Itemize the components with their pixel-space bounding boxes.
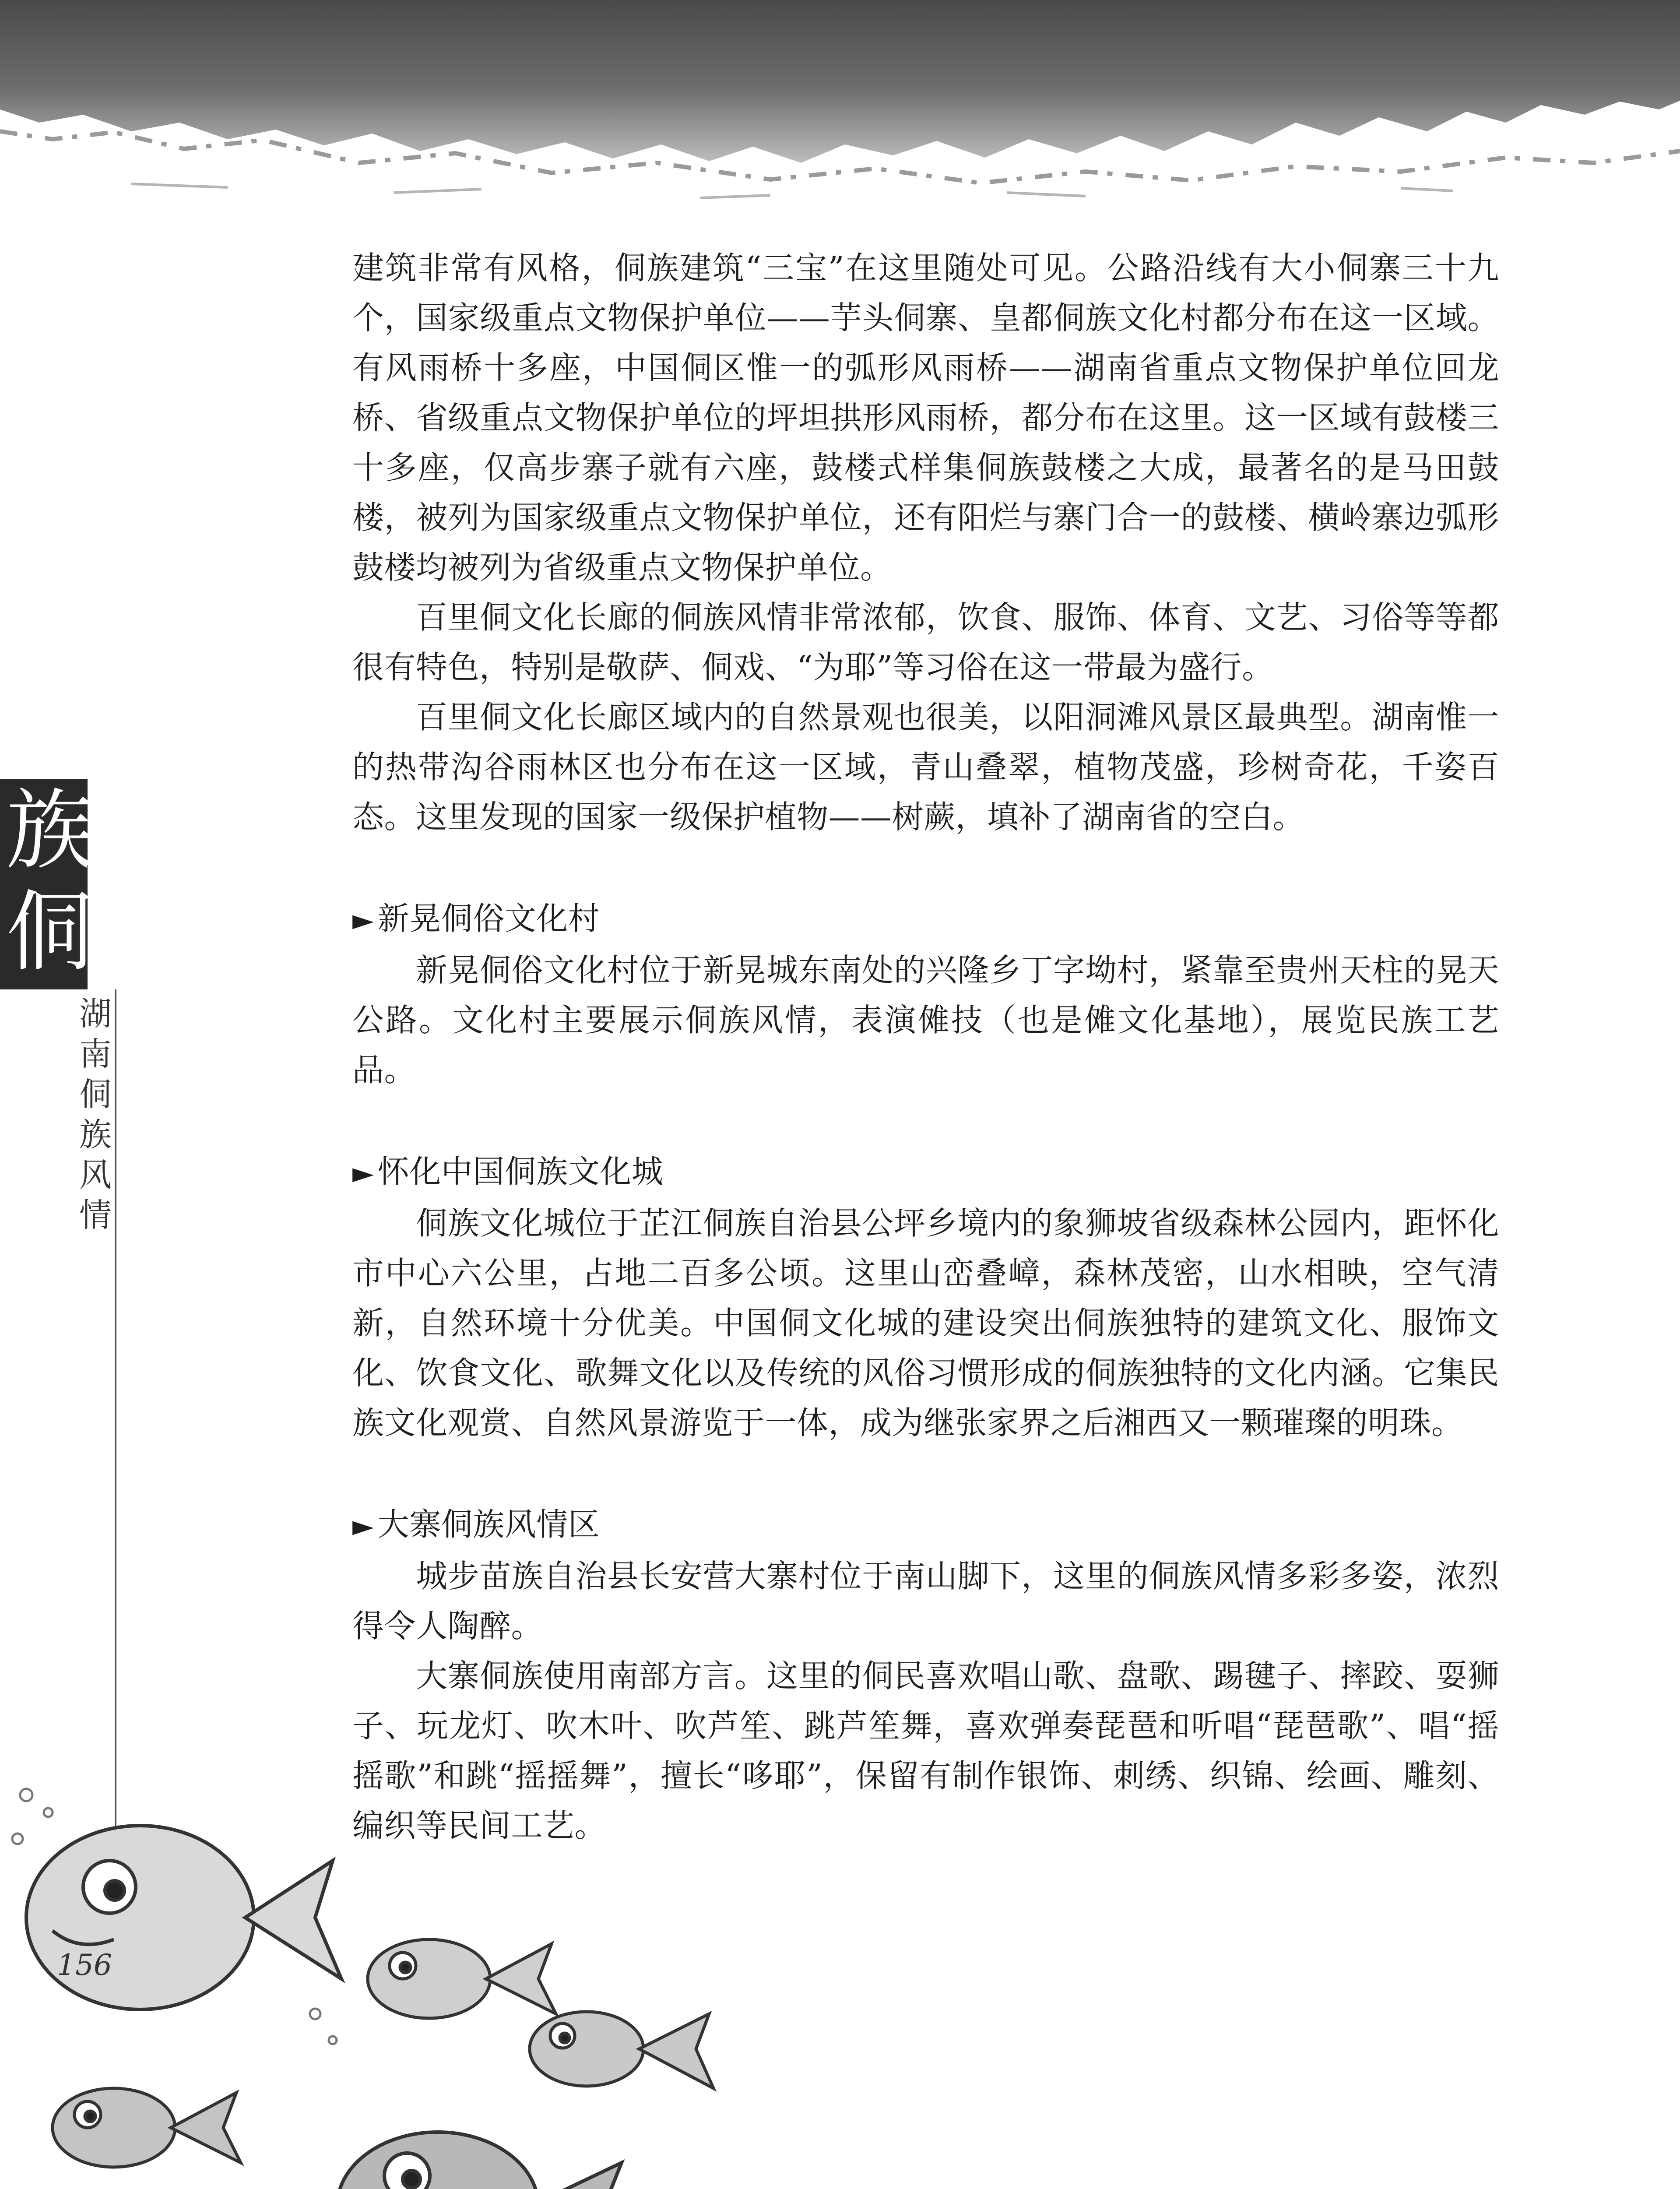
body-paragraph: 百里侗文化长廊区域内的自然景观也很美，以阳洞滩风景区最典型。湖南惟一的热带沟谷雨林区也分布在这一区域，青山叠翠，植物茂盛，珍树奇花，千姿百态。这里发现的国家一级保护植物——树蕨，填补了湖南省的空白。	[352, 699, 1499, 835]
triangle-bullet-icon: ►	[352, 1510, 374, 1542]
side-subtitle	[78, 994, 113, 1235]
section-heading-text: 大寨侗族风情区	[377, 1506, 600, 1543]
side-subtitle-char: 风	[79, 1156, 112, 1194]
fish-small-mid	[530, 2012, 713, 2088]
side-subtitle-char: 族	[79, 1116, 112, 1154]
section-paragraph: 新晃侗俗文化村位于新晃城东南处的兴隆乡丁字坳村，紧靠至贵州天柱的晃天公路。文化村主要展示侗族风情，表演傩技（也是傩文化基地），展览民族工艺品。	[352, 952, 1499, 1088]
triangle-bullet-icon: ►	[352, 904, 374, 936]
side-title-char-2: 侗	[6, 881, 94, 983]
side-title-char-1: 族	[6, 780, 94, 882]
fish-illustration	[0, 1786, 744, 2189]
side-subtitle-char: 南	[79, 1035, 112, 1073]
page-body	[352, 243, 1499, 1851]
section-heading-text: 怀化中国侗族文化城	[377, 1153, 664, 1190]
section-heading	[352, 894, 1499, 945]
side-subtitle-char: 侗	[79, 1076, 112, 1113]
page-number: 156	[57, 1948, 112, 1982]
fish-large-bottom	[337, 2132, 626, 2189]
side-subtitle-char: 情	[79, 1197, 112, 1234]
triangle-bullet-icon: ►	[352, 1157, 374, 1190]
fish-large-left	[26, 1826, 341, 2010]
fish-small-bottom-left	[53, 2088, 241, 2167]
section-paragraph: 城步苗族自治县长安营大寨村位于南山脚下，这里的侗族风情多彩多姿，浓烈得令人陶醉。	[352, 1558, 1499, 1644]
side-title-box	[0, 779, 94, 989]
ink-wash-header	[0, 0, 1680, 206]
fish-small-top	[368, 1939, 556, 2018]
body-paragraph: 建筑非常有风格，侗族建筑“三宝”在这里随处可见。公路沿线有大小侗寨三十九个，国家级重点文物保护单位——芋头侗寨、皇都侗族文化村都分布在这一区域。有风雨桥十多座，中国侗区惟一的弧形风雨桥——湖南省重点文物保护单位回龙桥、省级重点文物保护单位的坪坦拱形风雨桥，都分布在这里。这一区域有鼓楼三十多座，仅高步寨子就有六座，鼓楼式样集侗族鼓楼之大成，最著名的是马田鼓楼，被列为国家级重点文物保护单位，还有阳烂与寨门合一的鼓楼、横岭寨边弧形鼓楼均被列为省级重点文物保护单位。	[352, 250, 1499, 586]
section-paragraph: 大寨侗族使用南部方言。这里的侗民喜欢唱山歌、盘歌、踢毽子、摔跤、耍狮子、玩龙灯、吹木叶、吹芦笙、跳芦笙舞，喜欢弹奏琵琶和听唱“琵琶歌”、唱“摇摇歌”和跳“摇摇舞”，擅长“哆耶”，保留有制作银饰、刺绣、织锦、绘画、雕刻、编织等民间工艺。	[352, 1658, 1499, 1844]
side-subtitle-char: 湖	[79, 995, 112, 1033]
body-paragraph: 百里侗文化长廊的侗族风情非常浓郁，饮食、服饰、体育、文艺、习俗等等都很有特色，特别是敬萨、侗戏、“为耶”等习俗在这一带最为盛行。	[352, 599, 1499, 686]
section-heading-text: 新晃侗俗文化村	[377, 900, 600, 937]
section-heading	[352, 1499, 1499, 1551]
section-heading	[352, 1147, 1499, 1198]
section-paragraph: 侗族文化城位于芷江侗族自治县公坪乡境内的象狮坡省级森林公园内，距怀化市中心六公里，占地二百多公顷。这里山峦叠嶂，森林茂密，山水相映，空气清新，自然环境十分优美。中国侗文化城的建设突出侗族独特的建筑文化、服饰文化、饮食文化、歌舞文化以及传统的风俗习惯形成的侗族独特的文化内涵。它集民族文化观赏、自然风景游览于一体，成为继张家界之后湘西又一颗璀璨的明珠。	[352, 1205, 1499, 1441]
